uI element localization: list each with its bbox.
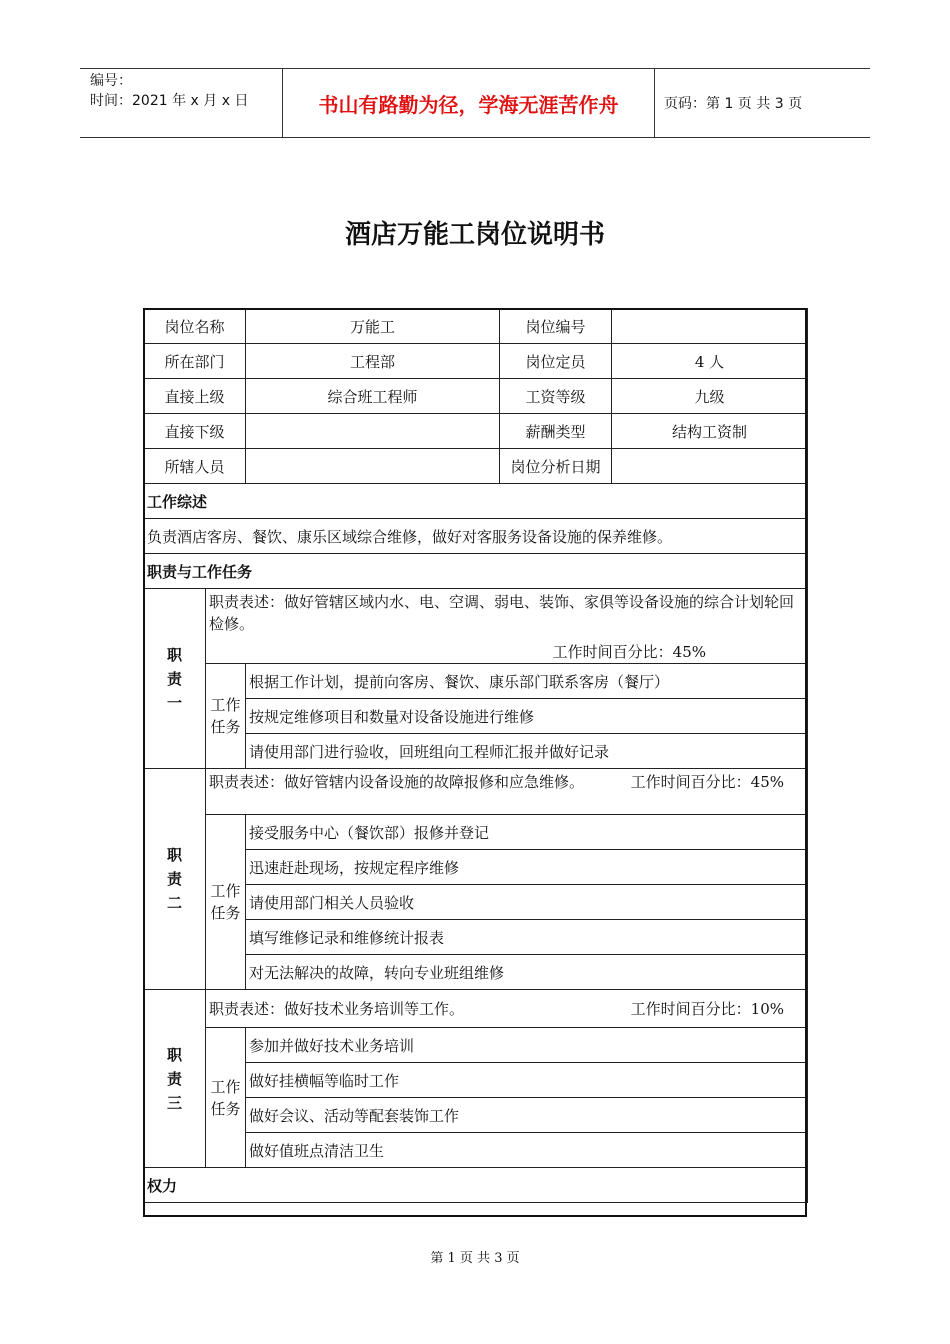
task-item: 接受服务中心（餐饮部）报修并登记: [246, 815, 808, 850]
time-label: 时间：2021 年 x 月 x 日: [90, 93, 249, 109]
task-item: 根据工作计划，提前向客房、餐饮、康乐部门联系客房（餐厅）: [246, 664, 808, 699]
job-description-table: [143, 308, 808, 1203]
task-item: 填写维修记录和维修统计报表: [246, 920, 808, 955]
duty-desc-text: 职责表述：做好管辖内设备设施的故障报修和应急维修。: [209, 773, 585, 791]
field-value: [246, 414, 500, 449]
duty-desc-text: 职责表述：做好管辖区域内水、电、空调、弱电、装饰、家俱等设备设施的综合计划轮回检修。: [209, 593, 795, 633]
task-item: 做好挂横幅等临时工作: [246, 1063, 808, 1098]
header-motto: 书山有路勤为径，学海无涯苦作舟: [283, 69, 655, 137]
duty-label: 职 责 一: [144, 589, 206, 769]
field-value: 综合班工程师: [246, 379, 500, 414]
field-value: 结构工资制: [612, 414, 808, 449]
field-value: 九级: [612, 379, 808, 414]
field-label: 所在部门: [144, 344, 246, 379]
info-row: [144, 414, 808, 449]
field-label: 岗位名称: [144, 309, 246, 344]
duty-description: [206, 769, 808, 815]
info-row: [144, 449, 808, 484]
task-item: 请使用部门进行验收，回班组向工程师汇报并做好记录: [246, 734, 808, 769]
page-header: [80, 68, 870, 138]
info-row: [144, 344, 808, 379]
task-label: 工作 任务: [206, 1028, 246, 1168]
task-label: 工作 任务: [206, 815, 246, 990]
task-label: 工作 任务: [206, 664, 246, 769]
header-meta: [80, 69, 283, 137]
duty-label: 职 责 三: [144, 990, 206, 1168]
task-item: 做好会议、活动等配套装饰工作: [246, 1098, 808, 1133]
section-heading-duties: 职责与工作任务: [144, 554, 808, 589]
task-item: 对无法解决的故障，转向专业班组维修: [246, 955, 808, 990]
field-value: 工程部: [246, 344, 500, 379]
task-item: 做好值班点清洁卫生: [246, 1133, 808, 1168]
duty-time-percent: 工作时间百分比：45%: [552, 643, 707, 661]
duty-time-percent: 工作时间百分比：10%: [630, 1000, 785, 1018]
field-value: [246, 449, 500, 484]
section-heading-power: 权力: [144, 1168, 808, 1203]
field-label: 薪酬类型: [500, 414, 612, 449]
header-page-info: 页码：第 1 页 共 3 页: [664, 96, 803, 112]
page-footer: 第 1 页 共 3 页: [430, 1251, 520, 1266]
duty-desc-text: 职责表述：做好技术业务培训等工作。: [209, 1000, 465, 1018]
info-row: [144, 379, 808, 414]
duty-time-percent: 工作时间百分比：45%: [630, 773, 785, 791]
info-row: [144, 309, 808, 344]
field-value: [612, 449, 808, 484]
field-label: 岗位分析日期: [500, 449, 612, 484]
field-label: 直接下级: [144, 414, 246, 449]
task-item: 请使用部门相关人员验收: [246, 885, 808, 920]
document-title: 酒店万能工岗位说明书: [344, 220, 605, 250]
duty-description: [206, 990, 808, 1028]
field-label: 岗位编号: [500, 309, 612, 344]
field-label: 工资等级: [500, 379, 612, 414]
section-heading-summary: 工作综述: [144, 484, 808, 519]
field-value: 万能工: [246, 309, 500, 344]
task-item: 迅速赶赴现场，按规定程序维修: [246, 850, 808, 885]
task-item: 参加并做好技术业务培训: [246, 1028, 808, 1063]
duty-description: [206, 589, 808, 664]
number-label: 编号：: [90, 73, 132, 89]
field-value: 4 人: [612, 344, 808, 379]
field-label: 所辖人员: [144, 449, 246, 484]
field-value: [612, 309, 808, 344]
field-label: 直接上级: [144, 379, 246, 414]
field-label: 岗位定员: [500, 344, 612, 379]
summary-text: 负责酒店客房、餐饮、康乐区域综合维修，做好对客服务设备设施的保养维修。: [144, 519, 808, 554]
task-item: 按规定维修项目和数量对设备设施进行维修: [246, 699, 808, 734]
duty-label: 职 责 二: [144, 769, 206, 990]
